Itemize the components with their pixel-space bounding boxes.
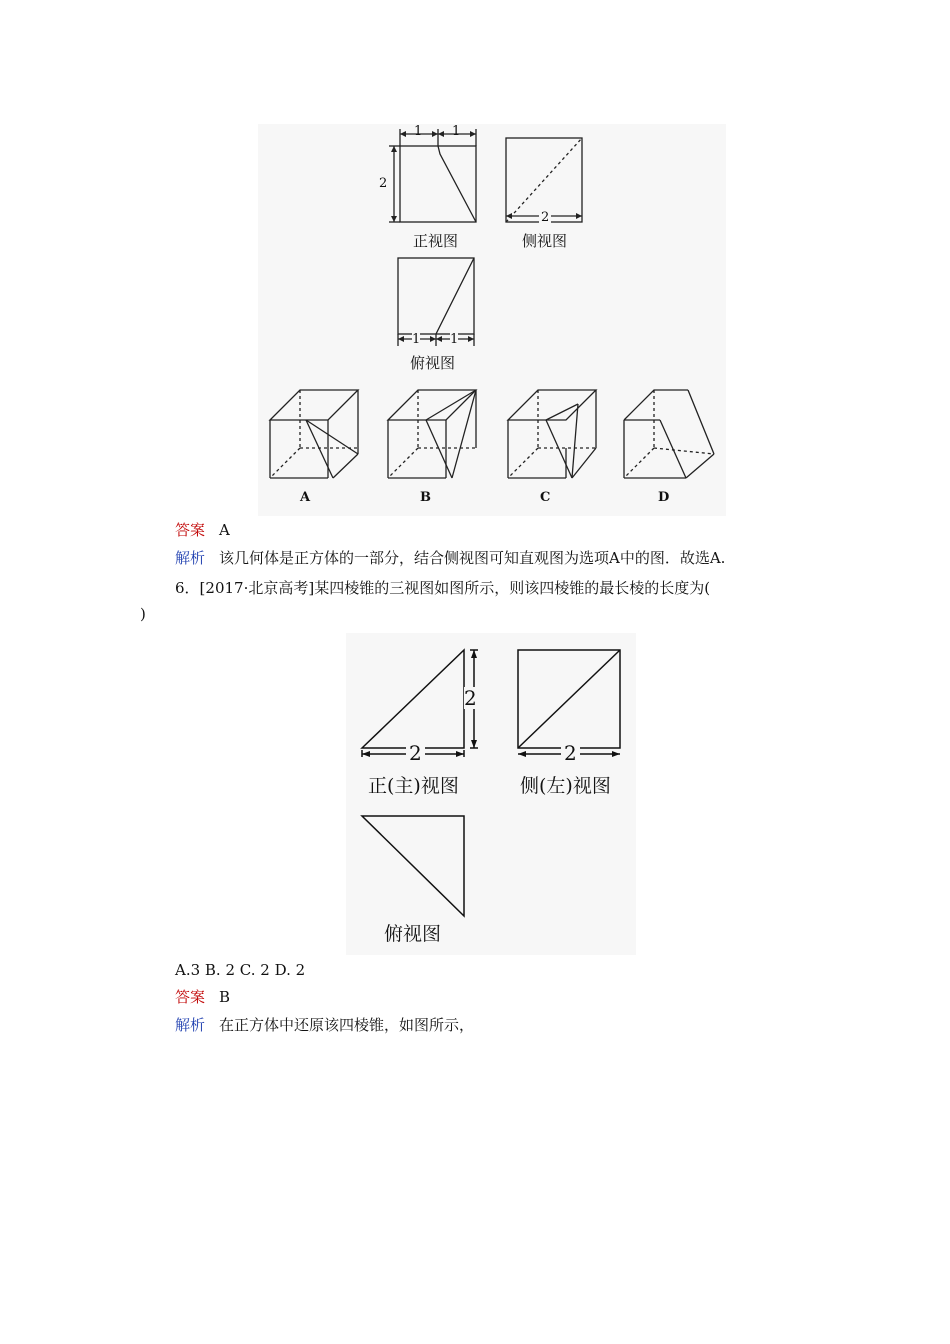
front-dim-one-right: 1: [452, 124, 461, 139]
analysis-line-5: [175, 548, 725, 568]
question-6-stem: 6．[2017·北京高考]某四棱锥的三视图如图所示，则该四棱锥的最长棱的长度为(: [175, 579, 711, 597]
option-c-cube: [508, 390, 596, 478]
answer-line-5: [175, 520, 230, 540]
top-dim-one-left: 1: [412, 332, 421, 347]
front-view-square: [400, 146, 476, 222]
option-a-cube: [270, 390, 358, 478]
analysis-label: 解析: [175, 549, 206, 567]
answer-label: 答案: [175, 521, 206, 539]
option-b-label: B: [420, 490, 431, 505]
front-dim-one-left: 1: [414, 124, 423, 139]
option-c-label: C: [540, 490, 551, 505]
option-d-label: D: [658, 490, 670, 505]
answer-line-6: [175, 987, 230, 1007]
option-d-cube: [624, 390, 714, 478]
analysis-label-6: 解析: [175, 1016, 206, 1034]
option-b-cube: [388, 390, 476, 478]
front-view-caption: 正(主)视图: [368, 775, 459, 797]
side-view-caption: 侧(左)视图: [520, 775, 611, 797]
top-view-triangle: [362, 816, 464, 916]
front-view-caption: 正视图: [413, 232, 459, 250]
top-view-square: [398, 258, 474, 334]
three-views-drawing-1: [258, 124, 726, 516]
front-dim-two: 2: [379, 176, 388, 191]
analysis-text-6: 在正方体中还原该四棱锥，如图所示，: [219, 1016, 475, 1034]
answer-value: A: [219, 521, 230, 539]
side-dim-two: 2: [561, 744, 580, 762]
front-view-edge: [438, 146, 476, 222]
question-6-stem-close: ): [140, 605, 146, 623]
analysis-line-6: [175, 1015, 474, 1035]
option-a-label: A: [300, 490, 311, 505]
analysis-text: 该几何体是正方体的一部分，结合侧视图可知直观图为选项A中的图．故选A.: [219, 549, 726, 567]
top-dim-one-right: 1: [450, 332, 459, 347]
figure-three-views-2: [346, 633, 636, 955]
front-dim-two-vertical: 2: [464, 686, 477, 710]
question-6-choices: A.3 B. 2 C. 2 D. 2: [175, 961, 306, 979]
side-view-caption: 侧视图: [522, 232, 568, 250]
figure-three-views-1: [258, 124, 726, 516]
side-view-diagonal: [518, 650, 620, 748]
top-view-edge: [436, 258, 474, 334]
front-view-triangle: [362, 650, 464, 748]
side-dim-two: 2: [541, 210, 550, 225]
top-view-caption: 俯视图: [384, 923, 442, 945]
answer-value-6: B: [219, 988, 231, 1006]
top-view-caption: 俯视图: [410, 354, 456, 372]
front-dim-two: 2: [406, 744, 425, 762]
answer-label-6: 答案: [175, 988, 206, 1006]
